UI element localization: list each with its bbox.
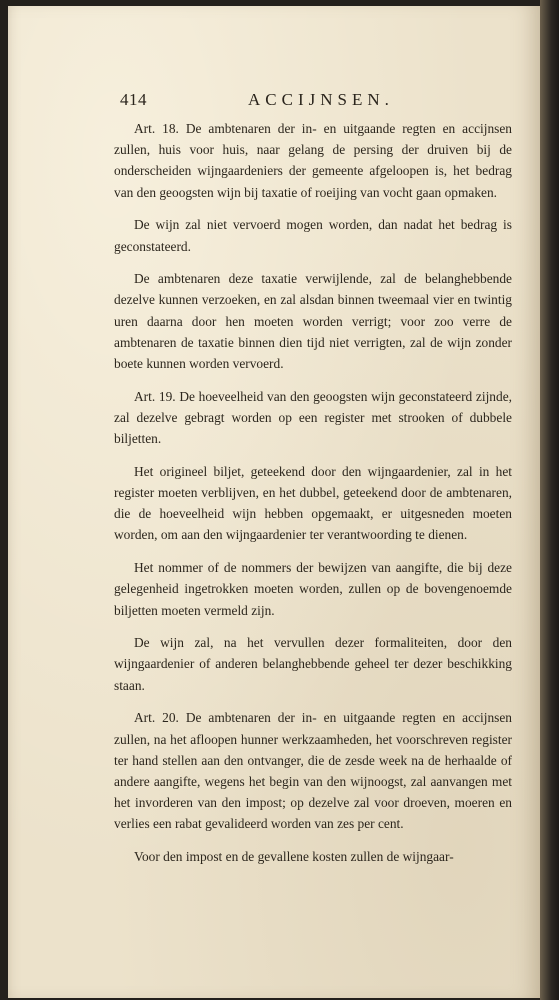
paragraph: Het nommer of de nommers der bewijzen van aangifte, die bij deze gelegenheid ingetrokken moeten worden, zullen op de bovengenoemde biljetten moeten vermeld zijn.: [114, 560, 512, 618]
running-title: ACCIJNSEN.: [248, 90, 394, 109]
page-number: 414: [120, 90, 147, 109]
body-text: [114, 118, 512, 879]
paragraph: De wijn zal, na het vervullen dezer formaliteiten, door den wijngaardenier of anderen belanghebbende geheel ter dezer beschikking staan.: [114, 635, 512, 693]
book-gutter-edge: [540, 0, 559, 1000]
paragraph: De wijn zal niet vervoerd mogen worden, dan nadat het bedrag is geconstateerd.: [114, 217, 512, 254]
paragraph-art-20: Art. 20. De ambtenaren der in- en uitgaande regten en accijnsen zullen, na het afloopen hunner werkzaamheden, het voorschreven register ter hand stellen aan den ontvanger, die de zesde week na de herhaalde of andere aangifte, wegens het begin van den wijnoogst, zal aanvangen met het invorderen van den impost; op dezelve zal voor droeven, moeren en verlies een rabat gevalideerd worden van zes per cent.: [114, 710, 512, 832]
paragraph-continued: Voor den impost en de gevallene kosten zullen de wijngaar-: [134, 849, 454, 865]
paragraph: Het origineel biljet, geteekend door den wijngaardenier, zal in het register moeten verblijven, en het dubbel, geteekend door de ambtenaren, die de hoeveelheid wijn hebben opgemaakt, er uitgesneden moeten worden, om aan den wijngaardenier ter verantwoording te dienen.: [114, 463, 512, 543]
paragraph: De ambtenaren deze taxatie verwijlende, zal de belanghebbende dezelve kunnen verzoeken, en zal alsdan binnen tweemaal vier en twintig uren daarna door hen moeten worden verrigt; voor zoo verre de ambtenaren de taxatie binnen dien tijd niet verrigten, zal de wijn zonder boete kunnen worden vervoerd.: [114, 271, 512, 372]
page-header: [120, 90, 520, 114]
paragraph-art-19: Art. 19. De hoeveelheid van den geoogsten wijn geconstateerd zijnde, zal dezelve gebragt worden op een register met strooken of dubbele biljetten.: [114, 388, 512, 447]
paragraph-art-18: Art. 18. De ambtenaren der in- en uitgaande regten en accijnsen zullen, huis voor huis, naar gelang de persing der druiven bij de onderscheiden wijngaardeniers der gemeente afgeloopen is, het bedrag van den geoogsten wijn bij taxatie of roeijing van vocht gaan opmaken.: [114, 121, 512, 200]
